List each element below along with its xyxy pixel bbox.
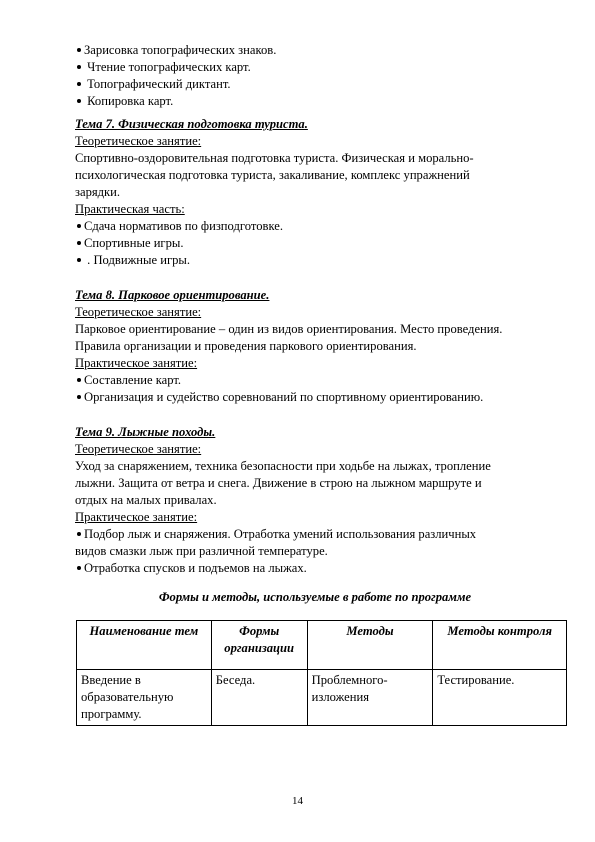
table-header-cell: Наименование тем [77,621,212,670]
table-cell: Введение в образовательную программу. [77,670,212,726]
topic-9-theory-line: Уход за снаряжением, техника безопасности при ходьбе на лыжах, тропление [75,459,491,473]
topic-7-practice-label: Практическая часть: [75,202,185,216]
topic-9-title: Тема 9. Лыжные походы. [75,425,216,439]
methods-section-title: Формы и методы, используемые в работе по программе [158,590,472,604]
bullet-icon [77,65,81,69]
topic-9-section [75,424,555,577]
table-cell: Беседа. [211,670,307,726]
list-item: Топографический диктант. [75,76,555,93]
topic-8-practice-label: Практическое занятие: [75,356,198,370]
list-item: Организация и судейство соревнований по спортивному ориентированию. [75,389,555,406]
page-number: 14 [292,795,303,807]
document-page [75,42,555,726]
table-row [77,670,567,726]
topic-7-title: Тема 7. Физическая подготовка туриста. [75,117,308,131]
list-item: Сдача нормативов по физподготовке. [75,218,555,235]
table-cell: Тестирование. [433,670,567,726]
bullet-icon [77,48,81,52]
table-header-cell: Методы [307,621,433,670]
topic-9-practice-label: Практическое занятие: [75,510,198,524]
topic-7-theory-label: Теоретическое занятие: [75,134,202,148]
table-header-cell: Методы контроля [433,621,567,670]
list-item: Зарисовка топографических знаков. [75,42,555,59]
list-item: Спортивные игры. [75,235,555,252]
bullet-icon [77,532,81,536]
topic-9-theory-label: Теоретическое занятие: [75,442,202,456]
list-item: Отработка спусков и подъемов на лыжах. [75,560,555,577]
topic-8-title: Тема 8. Парковое ориентирование. [75,288,270,302]
topic-7-theory-line: психологическая подготовка туриста, закаливание, комплекс упражнений [75,168,470,182]
topic-9-theory-line: лыжни. Защита от ветра и снега. Движение в строю на лыжном маршруте и [75,476,482,490]
bullet-icon [77,241,81,245]
topic-8-theory-line: Парковое ориентирование – один из видов ориентирования. Место проведения. [75,322,503,336]
list-item: Подбор лыж и снаряжения. Отработка умений использования различных [75,526,555,543]
bullet-icon [77,224,81,228]
topic-7-section [75,116,555,269]
table-cell: Проблемного-изложения [307,670,433,726]
list-item: Составление карт. [75,372,555,389]
topic-9-theory-line: отдых на малых привалах. [75,493,217,507]
methods-table [76,620,567,726]
bullet-icon [77,566,81,570]
bullet-icon [77,258,81,262]
list-item: Чтение топографических карт. [75,59,555,76]
list-item-continuation: видов смазки лыж при различной температуре. [75,544,328,558]
bullet-icon [77,395,81,399]
topic-8-theory-label: Теоретическое занятие: [75,305,202,319]
table-header-cell: Формы организации [211,621,307,670]
table-header-row [77,621,567,670]
bullet-icon [77,82,81,86]
topic-7-theory-line: Спортивно-оздоровительная подготовка туриста. Физическая и морально- [75,151,474,165]
topic-7-theory-line: зарядки. [75,185,121,199]
topic-8-theory-line: Правила организации и проведения паркового ориентирования. [75,339,417,353]
bullet-icon [77,99,81,103]
list-item: Копировка карт. [75,93,555,110]
topic-8-section [75,287,555,406]
list-item: . Подвижные игры. [75,252,555,269]
bullet-icon [77,378,81,382]
intro-bullet-list [75,42,555,110]
